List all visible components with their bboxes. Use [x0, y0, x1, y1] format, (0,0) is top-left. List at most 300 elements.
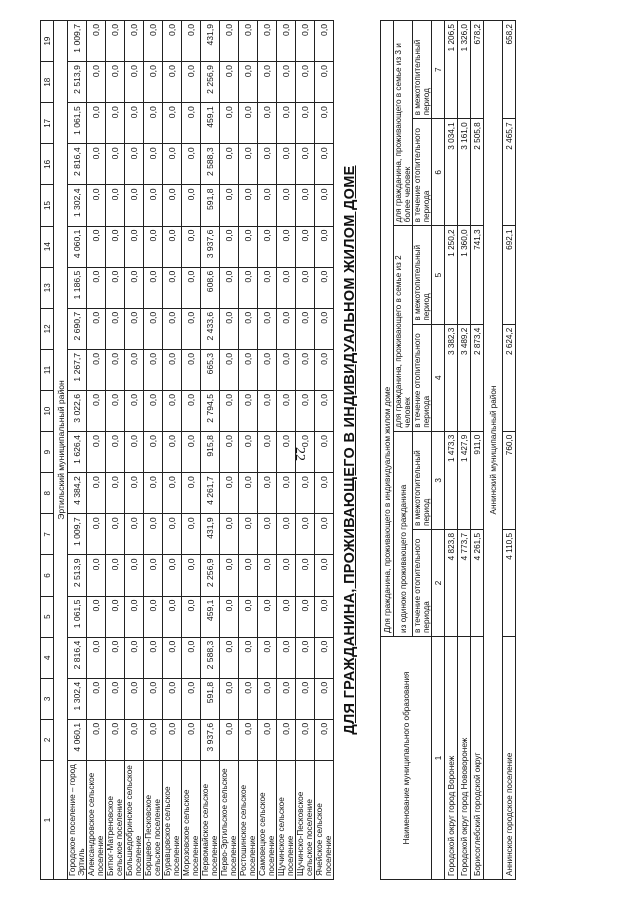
cell-value: 0,0: [125, 391, 144, 432]
cell-value: 0,0: [182, 226, 201, 267]
cell-value: 0,0: [163, 226, 182, 267]
cell-value: 0,0: [239, 226, 258, 267]
cell-value: 0,0: [277, 308, 296, 349]
cell-value: 0,0: [144, 308, 163, 349]
cell-value: 0,0: [220, 555, 239, 596]
cell-value: 0,0: [296, 226, 315, 267]
row-name: Большедобринское сельское поселение: [125, 761, 144, 880]
cell-value: 0,0: [296, 637, 315, 678]
cell-value: 0,0: [296, 185, 315, 226]
cell-value: 0,0: [296, 144, 315, 185]
cell-value: 0,0: [87, 719, 106, 760]
cell-value: 0,0: [296, 21, 315, 62]
cell-value: 0,0: [220, 391, 239, 432]
cell-value: 0,0: [106, 514, 125, 555]
cell-value: 0,0: [106, 308, 125, 349]
column-number: 5: [41, 596, 54, 637]
cell-value: 0,0: [277, 391, 296, 432]
cell-value: 665,3: [201, 349, 220, 390]
cell-value: 0,0: [163, 144, 182, 185]
cell-value: 0,0: [125, 226, 144, 267]
row-name: Городское поселение – город Эртиль: [68, 761, 87, 880]
cell-value: 0,0: [277, 432, 296, 473]
row-name: Александровское сельское поселение: [87, 761, 106, 880]
table-row: [68, 21, 87, 880]
cell-value: 1 473,3: [445, 431, 458, 529]
table-row: [315, 21, 334, 880]
cell-value: 0,0: [239, 473, 258, 514]
cell-value: 0,0: [182, 678, 201, 719]
row-name: Борисоглебский городской округ: [471, 637, 484, 880]
cell-value: 0,0: [144, 144, 163, 185]
table-row: [445, 21, 458, 880]
column-number: 13: [41, 267, 54, 308]
cell-value: 0,0: [258, 144, 277, 185]
cell-value: 0,0: [239, 62, 258, 103]
cell-value: 0,0: [144, 719, 163, 760]
cell-value: 0,0: [182, 555, 201, 596]
table-row: [182, 21, 201, 880]
cell-value: 0,0: [87, 596, 106, 637]
cell-value: 0,0: [106, 719, 125, 760]
cell-value: 0,0: [163, 391, 182, 432]
cell-value: 0,0: [87, 514, 106, 555]
cell-value: 0,0: [125, 473, 144, 514]
cell-value: 0,0: [296, 719, 315, 760]
cell-value: 0,0: [144, 432, 163, 473]
cell-value: 0,0: [163, 678, 182, 719]
group-header: Для гражданина, проживающего в индивидуальном жилом доме: [381, 21, 394, 637]
cell-value: 0,0: [315, 349, 334, 390]
cell-value: 0,0: [258, 185, 277, 226]
cell-value: 0,0: [125, 103, 144, 144]
cell-value: 0,0: [296, 473, 315, 514]
column-number: 1: [41, 761, 54, 880]
row-name: Самовецкое сельское поселение: [258, 761, 277, 880]
column-number: 2: [41, 719, 54, 760]
cell-value: 2 624,2: [503, 324, 516, 431]
cell-value: 0,0: [315, 473, 334, 514]
cell-value: 0,0: [220, 308, 239, 349]
cell-value: 4 110,5: [503, 529, 516, 636]
cell-value: 0,0: [220, 432, 239, 473]
cell-value: 0,0: [277, 144, 296, 185]
cell-value: 0,0: [144, 21, 163, 62]
cell-value: 0,0: [144, 596, 163, 637]
page-number: 22: [292, 447, 307, 461]
cell-value: 0,0: [87, 678, 106, 719]
cell-value: 2 816,4: [68, 144, 87, 185]
cell-value: 0,0: [239, 432, 258, 473]
rotated-page: [40, 20, 600, 880]
cell-value: 0,0: [239, 308, 258, 349]
cell-value: 0,0: [144, 514, 163, 555]
cell-value: 3 937,6: [201, 719, 220, 760]
cell-value: 2 690,7: [68, 308, 87, 349]
cell-value: 0,0: [258, 226, 277, 267]
cell-value: 0,0: [163, 432, 182, 473]
cell-value: 0,0: [87, 21, 106, 62]
cell-value: 0,0: [144, 637, 163, 678]
cell-value: 0,0: [163, 514, 182, 555]
cell-value: 591,8: [201, 678, 220, 719]
cell-value: 0,0: [220, 719, 239, 760]
cell-value: 0,0: [144, 473, 163, 514]
cell-value: 0,0: [87, 308, 106, 349]
cell-value: 459,1: [201, 596, 220, 637]
cell-value: 0,0: [258, 432, 277, 473]
cell-value: 3 489,2: [458, 324, 471, 431]
cell-value: 0,0: [277, 678, 296, 719]
cell-value: 915,8: [201, 432, 220, 473]
cell-value: 0,0: [182, 103, 201, 144]
cell-value: 0,0: [239, 21, 258, 62]
cell-value: 0,0: [315, 637, 334, 678]
cell-value: 0,0: [239, 144, 258, 185]
cell-value: 1 061,5: [68, 596, 87, 637]
cell-value: 0,0: [239, 678, 258, 719]
cell-value: 0,0: [106, 21, 125, 62]
cell-value: 0,0: [315, 391, 334, 432]
cell-value: 2 513,9: [68, 555, 87, 596]
cell-value: 0,0: [315, 185, 334, 226]
cell-value: 1 326,0: [458, 21, 471, 119]
row-name: Ростошинское сельское поселение: [239, 761, 258, 880]
row-name: Буравцовское сельское поселение: [163, 761, 182, 880]
cell-value: 0,0: [125, 267, 144, 308]
cell-value: 0,0: [163, 555, 182, 596]
cell-value: 0,0: [220, 267, 239, 308]
cell-value: 0,0: [296, 62, 315, 103]
cell-value: 0,0: [125, 349, 144, 390]
cell-value: 3 022,6: [68, 391, 87, 432]
cell-value: 2 588,3: [201, 144, 220, 185]
cell-value: 0,0: [258, 349, 277, 390]
cell-value: 1 267,7: [68, 349, 87, 390]
cell-value: 0,0: [87, 62, 106, 103]
cell-value: 0,0: [277, 185, 296, 226]
table-row: [201, 21, 220, 880]
cell-value: 2 465,7: [503, 119, 516, 226]
table-row: [458, 21, 471, 880]
cell-value: 0,0: [296, 555, 315, 596]
cell-value: 0,0: [315, 226, 334, 267]
cell-value: 2 433,6: [201, 308, 220, 349]
cell-value: 0,0: [163, 596, 182, 637]
cell-value: 0,0: [315, 678, 334, 719]
cell-value: 911,0: [471, 431, 484, 529]
tariff-table-house: [380, 20, 516, 880]
cell-value: 0,0: [106, 349, 125, 390]
cell-value: 741,3: [471, 226, 484, 324]
cell-value: 1 302,4: [68, 185, 87, 226]
offseason-header: в межотопительный период: [413, 226, 432, 324]
cell-value: 760,0: [503, 431, 516, 529]
cell-value: 0,0: [106, 144, 125, 185]
column-number: 11: [41, 349, 54, 390]
cell-value: 0,0: [277, 637, 296, 678]
cell-value: 3 161,0: [458, 119, 471, 226]
cell-value: 0,0: [258, 267, 277, 308]
cell-value: 0,0: [125, 719, 144, 760]
cell-value: 0,0: [106, 185, 125, 226]
cell-value: 0,0: [144, 391, 163, 432]
cell-value: 0,0: [144, 62, 163, 103]
cell-value: 0,0: [220, 473, 239, 514]
column-number: 10: [41, 391, 54, 432]
cell-value: 0,0: [277, 473, 296, 514]
column-number: 6: [41, 555, 54, 596]
cell-value: 0,0: [144, 349, 163, 390]
cell-value: 0,0: [296, 308, 315, 349]
cell-value: 0,0: [258, 637, 277, 678]
column-number: 15: [41, 185, 54, 226]
cell-value: 0,0: [315, 267, 334, 308]
cell-value: 0,0: [220, 62, 239, 103]
cell-value: 0,0: [125, 596, 144, 637]
column-number: 8: [41, 473, 54, 514]
heat-header: в течение отопительного периода: [413, 529, 432, 636]
cell-value: 0,0: [239, 719, 258, 760]
column-number: 4: [41, 637, 54, 678]
cell-value: 1 009,7: [68, 514, 87, 555]
three-persons-header: для гражданина, проживающего в семье из 3 и более человек: [394, 21, 413, 226]
column-number: 2: [432, 529, 445, 636]
cell-value: 0,0: [87, 637, 106, 678]
cell-value: 0,0: [163, 308, 182, 349]
table-row: [106, 21, 125, 880]
cell-value: 431,9: [201, 514, 220, 555]
cell-value: 0,0: [258, 555, 277, 596]
cell-value: 0,0: [106, 62, 125, 103]
two-persons-header: для гражданина, проживающего в семье из 2 человек: [394, 226, 413, 431]
cell-value: 0,0: [182, 349, 201, 390]
row-name: Аннинское городское поселение: [503, 637, 516, 880]
cell-value: 0,0: [144, 185, 163, 226]
cell-value: 0,0: [220, 637, 239, 678]
row-name: Перво-Эртильское сельское поселение: [220, 761, 239, 880]
table-row: [87, 21, 106, 880]
cell-value: 0,0: [239, 514, 258, 555]
cell-value: 0,0: [220, 514, 239, 555]
cell-value: 0,0: [277, 21, 296, 62]
cell-value: 0,0: [144, 678, 163, 719]
row-name: Городской округ город Нововоронеж: [458, 637, 471, 880]
column-number: 17: [41, 103, 54, 144]
cell-value: 0,0: [220, 678, 239, 719]
cell-value: 2 513,9: [68, 62, 87, 103]
cell-value: 0,0: [239, 637, 258, 678]
cell-value: 0,0: [106, 596, 125, 637]
cell-value: 0,0: [220, 103, 239, 144]
cell-value: 0,0: [277, 267, 296, 308]
cell-value: 0,0: [106, 267, 125, 308]
column-number: 6: [432, 119, 445, 226]
cell-value: 1 009,7: [68, 21, 87, 62]
cell-value: 1 626,4: [68, 432, 87, 473]
cell-value: 459,1: [201, 103, 220, 144]
cell-value: 4 384,2: [68, 473, 87, 514]
table-row: [277, 21, 296, 880]
cell-value: 3 034,1: [445, 119, 458, 226]
cell-value: 4 773,7: [458, 529, 471, 636]
cell-value: 0,0: [106, 678, 125, 719]
row-name: Щучинское сельское поселение: [277, 761, 296, 880]
cell-value: 3 382,3: [445, 324, 458, 431]
cell-value: 0,0: [239, 555, 258, 596]
cell-value: 4 261,7: [201, 473, 220, 514]
cell-value: 0,0: [106, 432, 125, 473]
cell-value: 0,0: [239, 596, 258, 637]
cell-value: 0,0: [277, 719, 296, 760]
column-number: 9: [41, 432, 54, 473]
cell-value: 591,8: [201, 185, 220, 226]
cell-value: 0,0: [106, 555, 125, 596]
table-row: [144, 21, 163, 880]
cell-value: 0,0: [87, 226, 106, 267]
cell-value: 0,0: [315, 308, 334, 349]
cell-value: 0,0: [220, 596, 239, 637]
cell-value: 0,0: [296, 267, 315, 308]
column-number: 14: [41, 226, 54, 267]
cell-value: 0,0: [125, 555, 144, 596]
cell-value: 0,0: [258, 21, 277, 62]
cell-value: 0,0: [125, 185, 144, 226]
cell-value: 1 427,9: [458, 431, 471, 529]
cell-value: 0,0: [87, 432, 106, 473]
cell-value: 0,0: [106, 637, 125, 678]
cell-value: 0,0: [239, 349, 258, 390]
cell-value: 0,0: [125, 144, 144, 185]
cell-value: 0,0: [87, 473, 106, 514]
offseason-header: в межотопительный период: [413, 21, 432, 119]
cell-value: 4 823,8: [445, 529, 458, 636]
cell-value: 0,0: [163, 185, 182, 226]
col-name-header: Наименование муниципального образования: [381, 637, 432, 880]
table-row: [471, 21, 484, 880]
section-row: [54, 21, 68, 880]
cell-value: 0,0: [182, 637, 201, 678]
cell-value: 0,0: [87, 185, 106, 226]
cell-value: 0,0: [144, 267, 163, 308]
cell-value: 0,0: [296, 349, 315, 390]
cell-value: 0,0: [182, 473, 201, 514]
cell-value: 2 794,5: [201, 391, 220, 432]
cell-value: 0,0: [87, 555, 106, 596]
cell-value: 0,0: [125, 62, 144, 103]
cell-value: 0,0: [125, 514, 144, 555]
cell-value: 0,0: [315, 514, 334, 555]
table-row: [125, 21, 144, 880]
cell-value: 0,0: [315, 103, 334, 144]
cell-value: 692,1: [503, 226, 516, 324]
cell-value: 608,6: [201, 267, 220, 308]
cell-value: 0,0: [182, 719, 201, 760]
cell-value: 0,0: [125, 678, 144, 719]
cell-value: 0,0: [87, 349, 106, 390]
cell-value: 0,0: [144, 555, 163, 596]
cell-value: 658,2: [503, 21, 516, 119]
cell-value: 0,0: [182, 21, 201, 62]
tariff-table-body: [54, 21, 334, 880]
cell-value: 431,9: [201, 21, 220, 62]
cell-value: 0,0: [315, 719, 334, 760]
cell-value: 0,0: [106, 391, 125, 432]
cell-value: 0,0: [277, 226, 296, 267]
cell-value: 0,0: [220, 349, 239, 390]
column-number: 19: [41, 21, 54, 62]
column-number: 16: [41, 144, 54, 185]
cell-value: 0,0: [182, 596, 201, 637]
cell-value: 1 186,5: [68, 267, 87, 308]
cell-value: 0,0: [296, 596, 315, 637]
cell-value: 0,0: [125, 432, 144, 473]
cell-value: 0,0: [277, 103, 296, 144]
row-name: Городской округ город Воронеж: [445, 637, 458, 880]
cell-value: 0,0: [258, 62, 277, 103]
column-number: 5: [432, 226, 445, 324]
cell-value: 0,0: [125, 308, 144, 349]
cell-value: 0,0: [220, 21, 239, 62]
cell-value: 4 060,1: [68, 719, 87, 760]
table-row: [296, 21, 315, 880]
column-number: 12: [41, 308, 54, 349]
row-name: Ячейское сельское поселение: [315, 761, 334, 880]
cell-value: 2 588,3: [201, 637, 220, 678]
cell-value: 0,0: [239, 267, 258, 308]
cell-value: 0,0: [163, 719, 182, 760]
cell-value: 2 873,4: [471, 324, 484, 431]
table-row: [503, 21, 516, 880]
cell-value: 0,0: [182, 267, 201, 308]
section-heading: ДЛЯ ГРАЖДАНИНА, ПРОЖИВАЮЩЕГО В ИНДИВИДУАЛЬНОМ ЖИЛОМ ДОМЕ: [342, 165, 358, 735]
cell-value: 0,0: [144, 103, 163, 144]
cell-value: 0,0: [315, 555, 334, 596]
column-number: 3: [432, 431, 445, 529]
cell-value: 1 250,2: [445, 226, 458, 324]
table-row: [163, 21, 182, 880]
cell-value: 0,0: [258, 103, 277, 144]
column-number: 3: [41, 678, 54, 719]
heat-header: в течение отопительного периода: [413, 119, 432, 226]
cell-value: 1 360,0: [458, 226, 471, 324]
cell-value: 0,0: [239, 103, 258, 144]
cell-value: 0,0: [182, 185, 201, 226]
table-row: [258, 21, 277, 880]
cell-value: 0,0: [258, 308, 277, 349]
column-number-row: [432, 21, 445, 880]
column-number: 18: [41, 62, 54, 103]
cell-value: 0,0: [163, 103, 182, 144]
cell-value: 0,0: [220, 185, 239, 226]
section-row: [484, 21, 503, 880]
header-row-1: [381, 21, 394, 880]
row-name: Первомайское сельское поселение: [201, 761, 220, 880]
cell-value: 0,0: [182, 514, 201, 555]
single-header: из одиноко проживающего гражданина: [394, 431, 413, 636]
cell-value: 0,0: [277, 514, 296, 555]
column-number: 7: [432, 21, 445, 119]
cell-value: 0,0: [220, 226, 239, 267]
cell-value: 0,0: [315, 596, 334, 637]
cell-value: 2 256,9: [201, 555, 220, 596]
cell-value: 0,0: [182, 62, 201, 103]
cell-value: 0,0: [163, 21, 182, 62]
cell-value: 0,0: [258, 514, 277, 555]
row-name: Щучинско-Песковское сельское поселение: [296, 761, 315, 880]
offseason-header: в межотопительный период: [413, 431, 432, 529]
cell-value: 0,0: [163, 349, 182, 390]
